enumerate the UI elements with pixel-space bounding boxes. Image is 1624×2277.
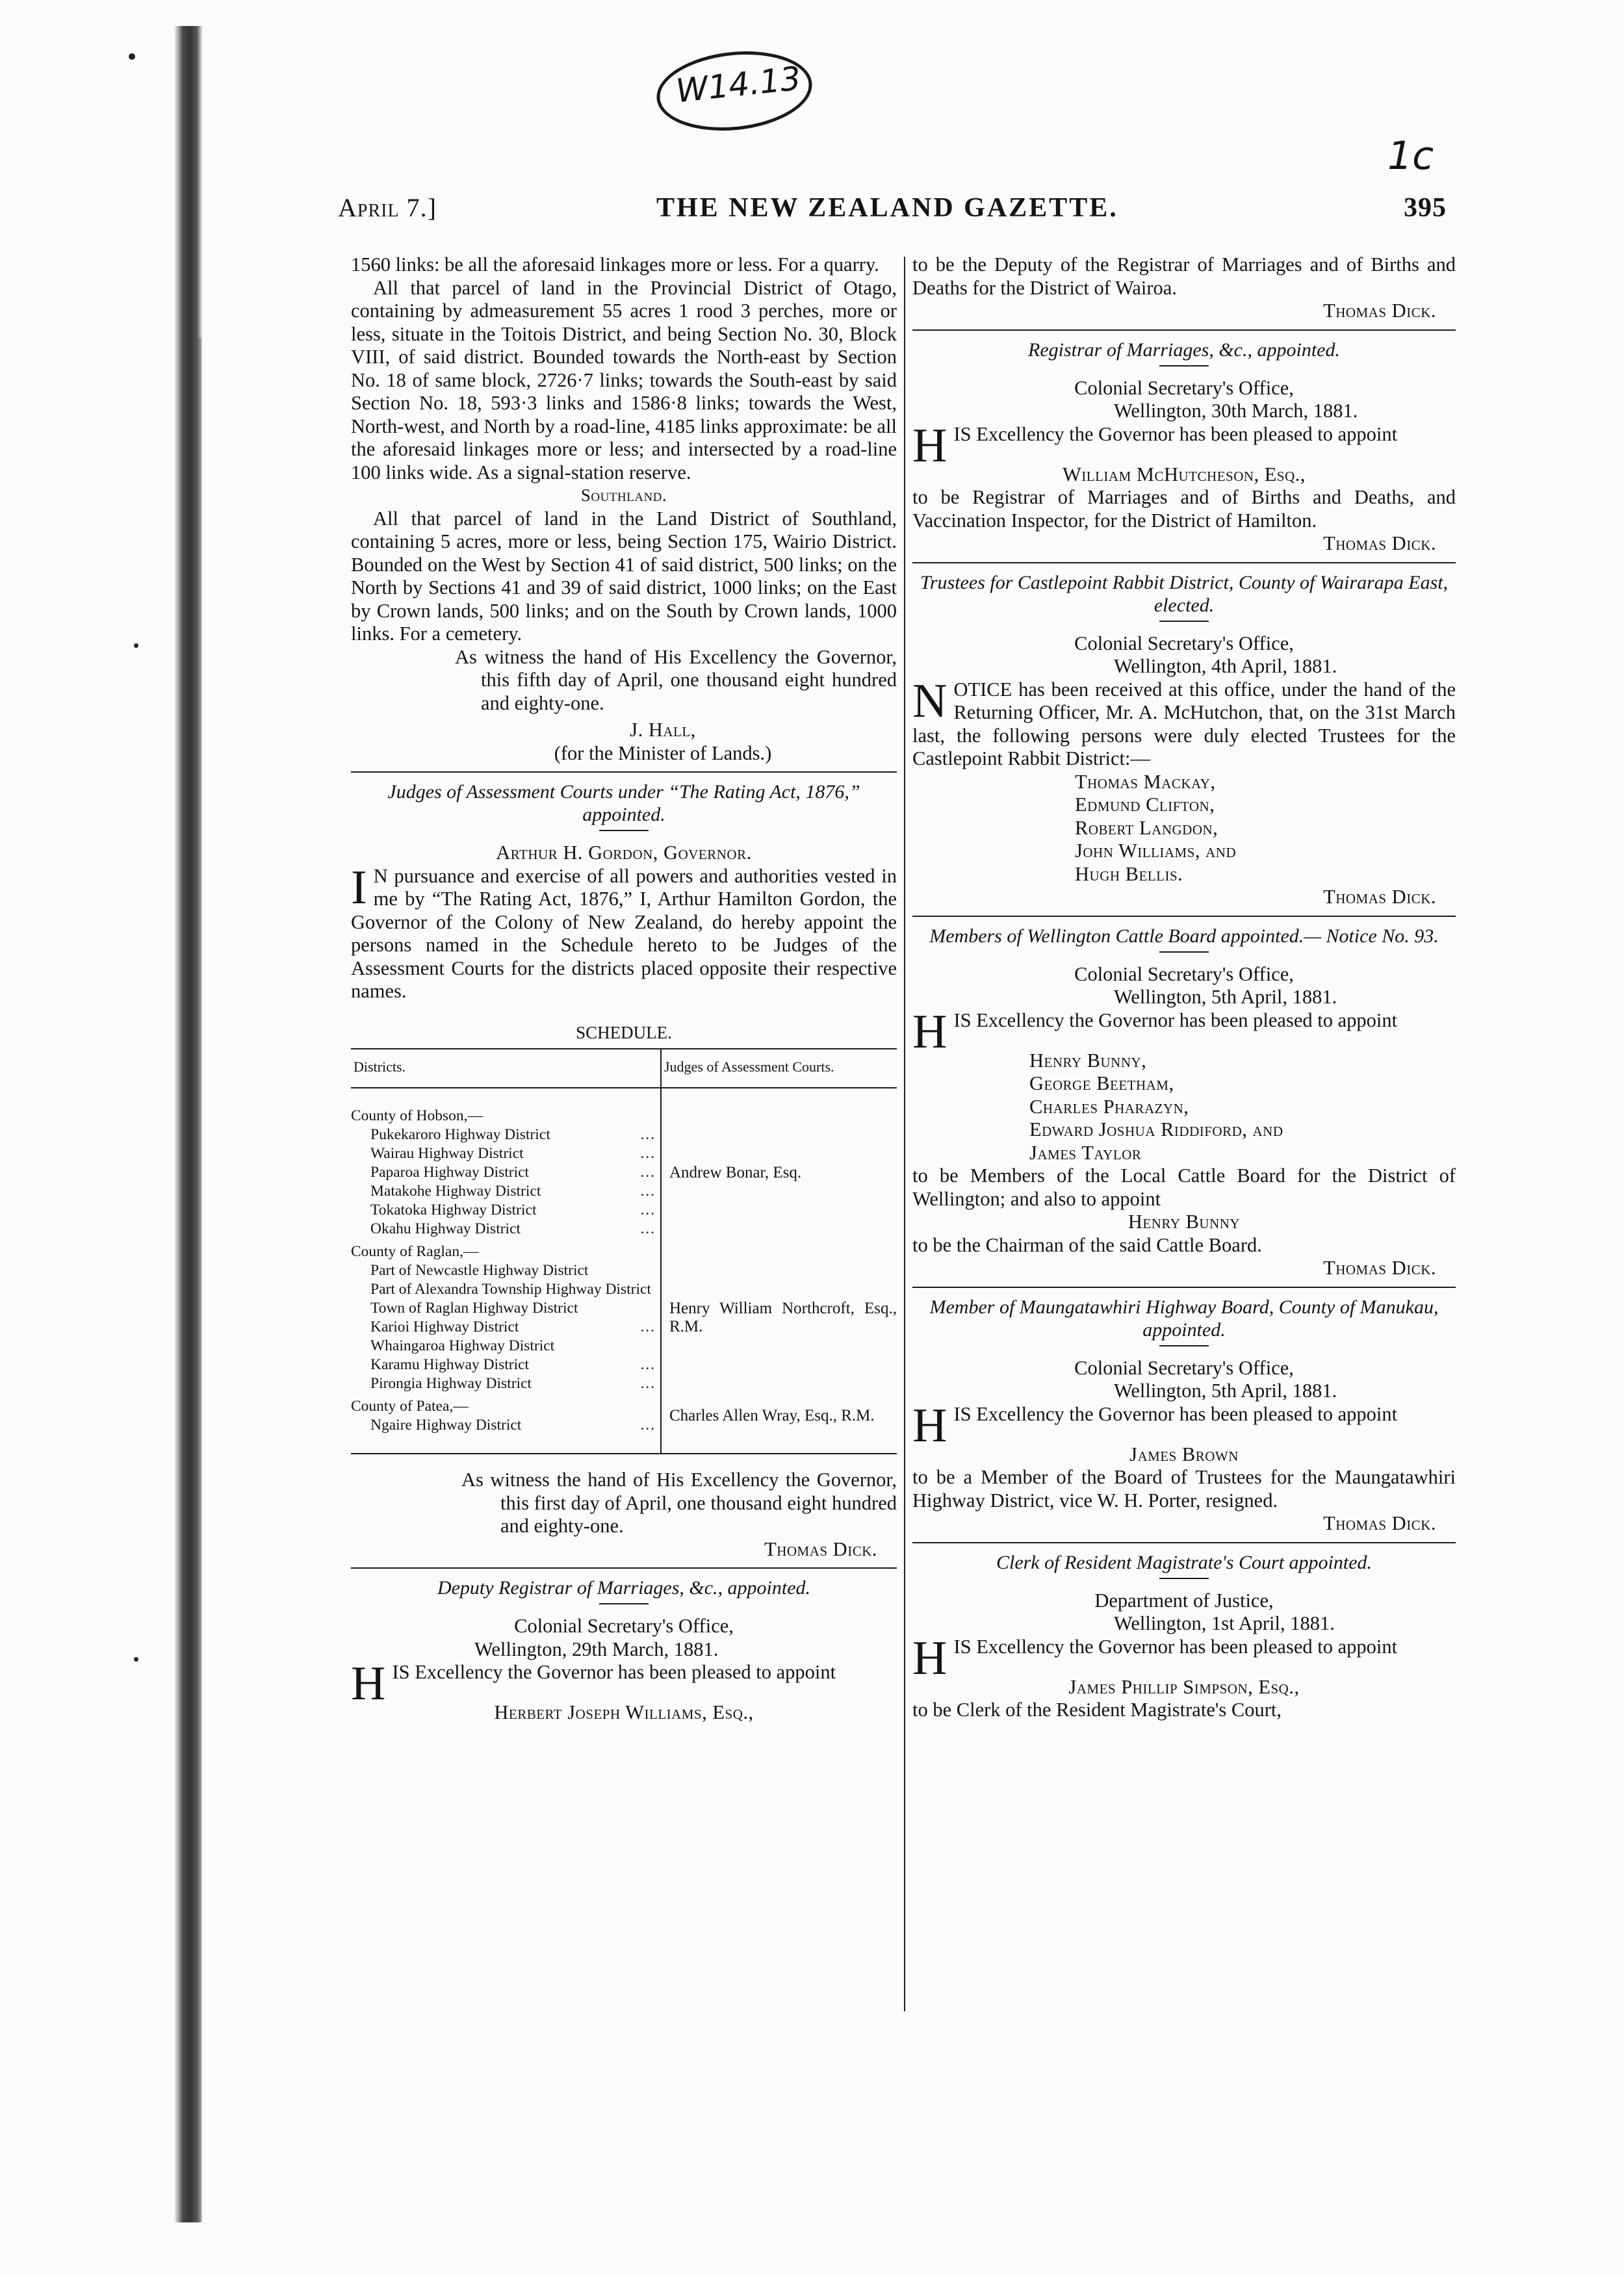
names-list xyxy=(912,1049,1456,1165)
section-rule xyxy=(912,329,1456,331)
schedule-row xyxy=(351,1239,897,1393)
header-page-number: 395 xyxy=(1404,193,1447,223)
appointee-name: William McHutcheson, Esq., xyxy=(1062,463,1306,485)
district-entry: Matakohe Highway District … xyxy=(370,1183,656,1200)
list-item: Charles Pharazyn, xyxy=(1029,1095,1189,1118)
notice-body: NOTICE has been received at this office, under the hand of the Returning Officer, Mr. A. McHutchon, that, on the 31st March last, the following persons were duly elected Trustees for the Castlepoint Rabbit District:— xyxy=(912,674,1456,769)
drop-cap: N xyxy=(912,674,947,728)
column-divider xyxy=(904,257,905,2011)
office-line: Colonial Secretary's Office, xyxy=(514,1615,734,1637)
list-item: James Taylor xyxy=(1029,1141,1142,1164)
judge-name: Andrew Bonar, Esq. xyxy=(669,1163,802,1181)
notice-heading: Deputy Registrar of Marriages, &c., appointed. xyxy=(437,1577,811,1599)
schedule-column-header: Judges of Assessment Courts. xyxy=(661,1049,897,1088)
list-item: George Beetham, xyxy=(1029,1072,1174,1094)
section-rule xyxy=(912,916,1456,917)
drop-cap: H xyxy=(912,418,947,472)
office-line: Colonial Secretary's Office, xyxy=(1074,1356,1294,1379)
short-rule xyxy=(1159,1345,1209,1346)
list-item: Edward Joshua Riddiford, and xyxy=(1029,1118,1283,1140)
county-label: County of Raglan,— xyxy=(351,1243,479,1260)
appointee-name: Herbert Joseph Williams, Esq., xyxy=(494,1701,754,1723)
signer: Thomas Dick. xyxy=(1323,1257,1436,1279)
appointee-name: Henry Bunny xyxy=(1128,1211,1241,1233)
schedule-row xyxy=(351,1088,897,1239)
names-list xyxy=(912,771,1456,886)
district-entry: Okahu Highway District … xyxy=(370,1220,656,1237)
paragraph: to be Clerk of the Resident Magistrate's Court, xyxy=(912,1699,1282,1721)
notice-body: HIS Excellency the Governor has been pleased to appoint xyxy=(912,1398,1398,1452)
district-entry: Pirongia Highway District … xyxy=(370,1375,656,1392)
short-rule xyxy=(1159,621,1209,622)
list-item: Edmund Clifton, xyxy=(1075,793,1215,816)
section-rule xyxy=(912,562,1456,563)
district-entry: Town of Raglan Highway District xyxy=(370,1300,578,1317)
district-entry: Pukekaroro Highway District … xyxy=(370,1126,656,1143)
office-line: Colonial Secretary's Office, xyxy=(1074,962,1294,985)
notice-heading: Clerk of Resident Magistrate's Court appointed. xyxy=(996,1551,1373,1573)
schedule-column-header: Districts. xyxy=(351,1049,661,1088)
notice-body: I N pursuance and exercise of all powers and authorities vested in me by “The Rating Act, 1876,” I, Arthur Hamilton Gordon, the Governor of the Colony of New Zealand, do hereby appoint the persons named in the Schedule hereto to be Judges of the Assessment Courts for the districts placed opposite their respective names. xyxy=(351,860,897,1002)
list-item: Henry Bunny, xyxy=(1029,1049,1147,1072)
scan-speck xyxy=(129,53,135,60)
left-column xyxy=(351,253,897,1725)
paragraph: to be a Member of the Board of Trustees for the Maungatawhiri Highway District, vice W. H. Porter, resigned. xyxy=(912,1466,1456,1512)
judge-name: Henry William Northcroft, Esq., R.M. xyxy=(669,1300,897,1335)
county-label: County of Hobson,— xyxy=(351,1107,483,1124)
schedule-table xyxy=(351,1048,897,1454)
notice-body: HIS Excellency the Governor has been pleased to appoint xyxy=(912,1631,1398,1685)
witness-clause: As witness the hand of His Excellency the Governor, this fifth day of April, one thousand eight hundred and eighty-one. xyxy=(455,645,897,714)
list-item: Hugh Bellis. xyxy=(1075,862,1183,885)
date-line: Wellington, 5th April, 1881. xyxy=(1114,1380,1337,1402)
paragraph: to be the Deputy of the Registrar of Marriages and of Births and Deaths for the District of Wairoa. xyxy=(912,253,1456,299)
short-rule xyxy=(1159,365,1209,367)
scan-speck xyxy=(134,1657,138,1662)
section-rule xyxy=(351,771,897,773)
short-rule xyxy=(599,1603,649,1604)
drop-cap: H xyxy=(912,1631,947,1685)
paragraph: to be Members of the Local Cattle Board for the District of Wellington; and also to appoint xyxy=(912,1164,1456,1210)
drop-cap: I xyxy=(351,860,367,914)
short-rule xyxy=(1159,1578,1209,1579)
folio-mark: 1c xyxy=(1387,133,1434,179)
signer: Thomas Dick. xyxy=(1323,886,1436,908)
paragraph: to be the Chairman of the said Cattle Board. xyxy=(912,1233,1262,1256)
office-line: Colonial Secretary's Office, xyxy=(1074,632,1294,654)
appointee-name: James Phillip Simpson, Esq., xyxy=(1068,1675,1300,1698)
district-entry: Wairau Highway District … xyxy=(370,1145,656,1162)
signer-note: (for the Minister of Lands.) xyxy=(554,741,772,764)
list-item: Thomas Mackay, xyxy=(1075,770,1216,793)
notice-body: HIS Excellency the Governor has been pleased to appoint xyxy=(912,418,1398,472)
paragraph: 1560 links: be all the aforesaid linkages more or less. For a quarry. xyxy=(351,253,879,276)
date-line: Wellington, 1st April, 1881. xyxy=(1114,1612,1335,1634)
section-rule xyxy=(912,1287,1456,1288)
archive-stamp-text: W14.13 xyxy=(674,59,803,110)
signer: J. Hall, xyxy=(630,719,696,741)
schedule-title: SCHEDULE. xyxy=(576,1022,672,1042)
header-date: April 7.] xyxy=(338,193,437,222)
appointee-name: James Brown xyxy=(1129,1443,1239,1465)
district-entry: Ngaire Highway District … xyxy=(370,1417,656,1434)
district-entry: Whaingaroa Highway District xyxy=(370,1337,555,1354)
signer: Thomas Dick. xyxy=(1323,300,1436,322)
schedule-row xyxy=(351,1393,897,1454)
district-entry: Part of Alexandra Township Highway District xyxy=(370,1281,651,1298)
notice-heading: Registrar of Marriages, &c., appointed. xyxy=(1028,339,1340,361)
witness-clause: As witness the hand of His Excellency the Governor, this first day of April, one thousand eight hundred and eighty-one. xyxy=(461,1469,897,1537)
notice-body: HIS Excellency the Governor has been pleased to appoint xyxy=(351,1657,836,1710)
date-line: Wellington, 29th March, 1881. xyxy=(474,1638,719,1660)
paragraph: to be Registrar of Marriages and of Births and Deaths, and Vaccination Inspector, for the District of Hamilton. xyxy=(912,486,1456,532)
district-entry: Paparoa Highway District … xyxy=(370,1164,656,1181)
notice-heading: Trustees for Castlepoint Rabbit District, County of Wairarapa East, elected. xyxy=(920,571,1449,616)
list-item: John Williams, and xyxy=(1075,840,1237,862)
list-item: Robert Langdon, xyxy=(1075,816,1218,839)
drop-cap: H xyxy=(912,1398,947,1452)
district-entry: Karioi Highway District … xyxy=(370,1319,656,1335)
notice-body: HIS Excellency the Governor has been pleased to appoint xyxy=(912,1005,1398,1059)
section-rule xyxy=(351,1567,897,1569)
governor-signature: Arthur H. Gordon, Governor. xyxy=(496,842,752,864)
paragraph: All that parcel of land in the Land District of Southland, containing 5 acres, more or less, being Section 175, Wairio District. Bounded on the West by Section 41 of said district, 500 links; on the North by Sections 41 and 39 of said district, 1000 links; on the East by Crown lands, 500 links; and on the South by Crown lands, 1000 links. For a cemetery. xyxy=(351,507,897,645)
paragraph: All that parcel of land in the Provincial District of Otago, containing by admeasurement 55 acres 1 rood 3 perches, more or less, situate in the Toitois District, and being Section No. 30, Block VIII, of said district. Bounded towards the North-east by Section No. 18 of same block, 2726·7 links; towards the South-east by said Section No. 18, 593·3 links and 1586·8 links; towards the West, North-west, and North by a road-line, 4185 links approximate: be all the aforesaid linkages more or less; and intersected by a road-line 100 links wide. As a signal-station reserve. xyxy=(351,276,897,483)
scan-speck xyxy=(134,643,138,648)
notice-heading: Judges of Assessment Courts under “The Rating Act, 1876,” appointed. xyxy=(387,781,860,825)
drop-cap: H xyxy=(912,1005,947,1059)
short-rule xyxy=(1159,951,1209,953)
date-line: Wellington, 5th April, 1881. xyxy=(1114,986,1337,1008)
section-subheading: Southland. xyxy=(580,485,667,505)
office-line: Colonial Secretary's Office, xyxy=(1074,376,1294,399)
district-entry: Karamu Highway District … xyxy=(370,1356,656,1373)
date-line: Wellington, 4th April, 1881. xyxy=(1114,655,1337,677)
signer: Thomas Dick. xyxy=(1323,532,1436,554)
notice-heading: Members of Wellington Cattle Board appointed.— Notice No. 93. xyxy=(929,925,1439,947)
drop-cap: H xyxy=(351,1657,386,1710)
signer: Thomas Dick. xyxy=(764,1537,877,1560)
short-rule xyxy=(599,830,649,831)
right-column xyxy=(912,253,1456,1722)
district-entry: Tokatoka Highway District … xyxy=(370,1202,656,1218)
section-rule xyxy=(912,1542,1456,1543)
judge-name: Charles Allen Wray, Esq., R.M. xyxy=(661,1393,897,1454)
office-line: Department of Justice, xyxy=(1094,1589,1274,1612)
signer: Thomas Dick. xyxy=(1323,1512,1436,1534)
notice-heading: Member of Maungatawhiri Highway Board, County of Manukau, appointed. xyxy=(929,1296,1439,1341)
district-entry: Part of Newcastle Highway District xyxy=(370,1262,589,1279)
county-label: County of Patea,— xyxy=(351,1398,469,1415)
binding-edge xyxy=(195,338,201,2222)
date-line: Wellington, 30th March, 1881. xyxy=(1114,400,1358,422)
header-title: THE NEW ZEALAND GAZETTE. xyxy=(656,193,1118,223)
